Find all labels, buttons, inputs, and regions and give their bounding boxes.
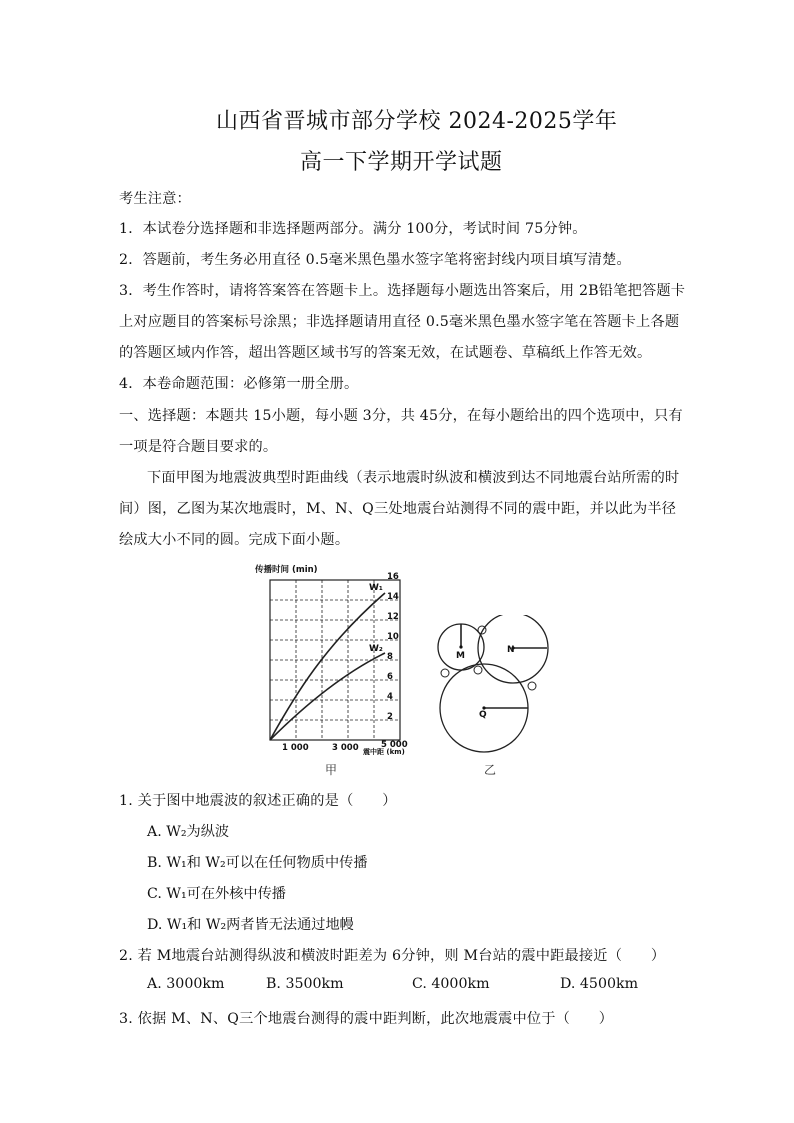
stem-line-3: 绘成大小不同的圆。完成下面小题。 [119,532,350,548]
question-1-stem: 1. 关于图中地震波的叙述正确的是（ ） [119,793,397,809]
figure-jia [245,560,420,755]
x-tick: 1 000 [282,743,309,753]
exam-title-line2: 高一下学期开学试题 [300,150,503,175]
y-tick: 2 [387,712,393,722]
label-m: M [456,651,465,661]
figure-yi [430,615,560,755]
y-tick: 8 [387,652,393,662]
curve-label-w2: W₂ [369,644,383,654]
notice-item-1: 1．本试卷分选择题和非选择题两部分。满分 100分，考试时间 75分钟。 [119,221,587,237]
question-1-option-d[interactable]: D. W₁和 W₂两者皆无法通过地幔 [147,917,354,933]
section1-heading: 一、选择题：本题共 15小题，每小题 3分，共 45分，在每小题给出的四个选项中，只有 [119,408,683,424]
y-tick: 6 [387,672,393,682]
notice-item-2: 2．答题前，考生务必用直径 0.5毫米黑色墨水签字笔将密封线内项目填写清楚。 [119,252,631,268]
label-n: N [507,645,515,655]
y-tick: 10 [387,632,399,642]
curve-w2 [270,653,385,740]
y-axis-title: 传播时间 (min) [255,565,318,575]
notice-item-3-cont2: 的答题区域内作答，超出答题区域书写的答案无效，在试题卷、草稿纸上作答无效。 [119,345,652,361]
stem-line-2: 间）图，乙图为某次地震时，M、N、Q三处地震台站测得不同的震中距，并以此为半径 [119,501,677,517]
question-3-stem: 3. 依据 M、N、Q三个地震台测得的震中距判断，此次地震震中位于（ ） [119,1011,614,1027]
question-1-option-c[interactable]: C. W₁可在外核中传播 [147,886,286,902]
figure-jia-caption: 甲 [325,763,338,777]
question-2-option-b[interactable]: B. 3500km [266,976,344,992]
figure-yi-caption: 乙 [484,763,497,777]
x-tick: 5 000 [381,740,408,750]
notice-item-4: 4．本卷命题范围：必修第一册全册。 [119,376,359,392]
question-2-option-a[interactable]: A. 3000km [147,976,225,992]
section1-heading-cont: 一项是符合题目要求的。 [119,439,278,455]
notice-item-3-cont: 上对应题目的答案标号涂黑；非选择题请用直径 0.5毫米黑色墨水签字笔在答题卡上各题 [119,314,680,330]
question-1-option-b[interactable]: B. W₁和 W₂可以在任何物质中传播 [147,855,368,871]
y-tick: 4 [387,692,393,702]
label-q: Q [479,710,487,720]
notice-heading: 考生注意： [119,191,191,207]
question-2-option-c[interactable]: C. 4000km [412,976,490,992]
notice-item-3: 3．考生作答时，请将答案答在答题卡上。选择题每小题选出答案后，用 2B铅笔把答题卡 [119,283,686,299]
question-1-option-a[interactable]: A. W₂为纵波 [147,824,230,840]
x-axis-title: 震中距 (km) [363,748,405,755]
stem-line-1: 下面甲图为地震波典型时距曲线（表示地震时纵波和横波到达不同地震台站所需的时 [147,470,680,486]
y-tick: 16 [387,572,399,582]
curve-label-w1: W₁ [369,583,383,593]
curve-w1 [270,593,385,740]
y-tick: 12 [387,612,399,622]
question-2-option-d[interactable]: D. 4500km [560,976,639,992]
exam-title-line1: 山西省晋城市部分学校 2024-2025学年 [216,109,618,134]
question-2-stem: 2. 若 M地震台站测得纵波和横波时距差为 6分钟，则 M台站的震中距最接近（ ） [119,948,666,964]
x-tick: 3 000 [332,743,359,753]
y-tick: 14 [387,592,399,602]
